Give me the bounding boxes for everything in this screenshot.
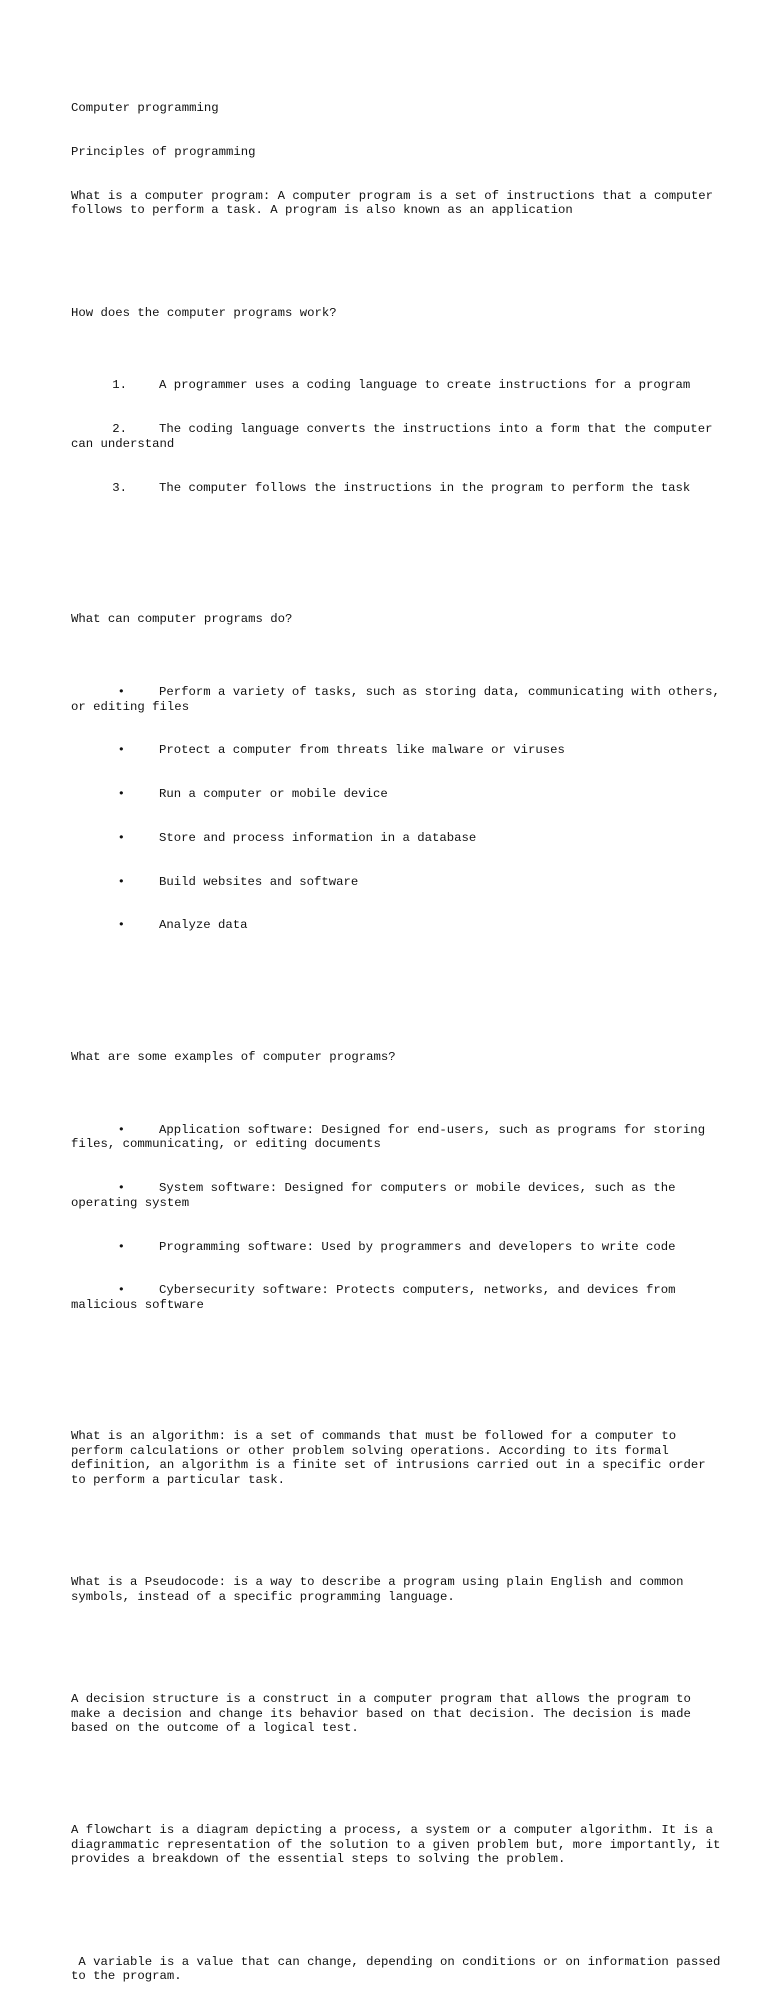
- list-item: [71, 918, 721, 933]
- list-item-text: Perform a variety of tasks, such as storing data, communicating with others, or editing files: [71, 684, 728, 714]
- list-item: [71, 1283, 721, 1312]
- list-item-text: Build websites and software: [159, 874, 359, 889]
- bullet-icon: •: [117, 918, 125, 933]
- list-item: [71, 1123, 721, 1152]
- examples-list: [71, 1094, 721, 1342]
- how-heading: How does the computer programs work?: [71, 305, 337, 320]
- list-item: [71, 875, 721, 890]
- list-number: 3.: [112, 480, 127, 495]
- list-number: 1.: [112, 378, 127, 393]
- bullet-icon: •: [117, 1283, 125, 1298]
- list-item: [71, 481, 721, 496]
- list-number: 2.: [112, 422, 127, 437]
- bullet-icon: •: [117, 1122, 125, 1137]
- list-item: [71, 1240, 721, 1255]
- spacer: [71, 1371, 721, 1386]
- variable-paragraph: A variable is a value that can change, depending on conditions or on information passed to the program.: [71, 1954, 728, 1984]
- list-item-text: Application software: Designed for end-users, such as programs for storing files, communicating, or editing documents: [71, 1122, 713, 1152]
- spacer: [71, 1896, 721, 1911]
- list-item-text: Protect a computer from threats like malware or viruses: [159, 743, 565, 758]
- spacer: [71, 991, 721, 1006]
- intro-paragraph: What is a computer program: A computer program is a set of instructions that a computer follows to perform a task. A program is also known as an application: [71, 188, 721, 218]
- list-item: [71, 684, 728, 714]
- document-page: [71, 72, 728, 1998]
- list-item-text: Store and process information in a database: [159, 830, 477, 845]
- list-item: [71, 831, 721, 846]
- bullet-icon: •: [117, 684, 125, 699]
- can-heading: What can computer programs do?: [71, 611, 293, 626]
- list-item-text: Programming software: Used by programmers and developers to write code: [159, 1239, 676, 1254]
- list-item-text: Run a computer or mobile device: [159, 787, 388, 802]
- doc-subtitle: Principles of programming: [71, 144, 256, 159]
- list-item-text: System software: Designed for computers or mobile devices, such as the operating system: [71, 1181, 683, 1210]
- list-item-text: Analyze data: [159, 918, 248, 933]
- algorithm-paragraph: What is an algorithm: is a set of commands that must be followed for a computer to perform calculations or other problem solving operations. According to its formal definition, an algorithm is a finite set of intrusions carried out in a specific order to perform a particular task.: [71, 1429, 714, 1487]
- bullet-icon: •: [117, 1239, 125, 1254]
- spacer: [71, 1765, 721, 1780]
- list-item: [71, 378, 721, 393]
- list-item: [71, 1181, 721, 1210]
- bullet-icon: •: [117, 1181, 125, 1196]
- spacer: [71, 1517, 721, 1532]
- list-item-text: A programmer uses a coding language to create instructions for a program: [159, 378, 691, 393]
- spacer: [71, 247, 721, 262]
- bullet-icon: •: [117, 830, 125, 845]
- list-item: [71, 422, 721, 451]
- list-item-text: The computer follows the instructions in the program to perform the task: [159, 480, 691, 495]
- list-item-text: Cybersecurity software: Protects computers, networks, and devices from malicious software: [71, 1283, 683, 1312]
- list-item: [71, 787, 721, 802]
- bullet-icon: •: [117, 787, 125, 802]
- decision-paragraph: A decision structure is a construct in a computer program that allows the program to make a decision and change its behavior based on that decision. The decision is made based on the outcome of a logical test.: [71, 1691, 699, 1736]
- how-list: [71, 349, 721, 524]
- spacer: [71, 1634, 721, 1649]
- list-item: [71, 743, 721, 758]
- spacer: [71, 554, 721, 569]
- pseudocode-paragraph: What is a Pseudocode: is a way to describe a program using plain English and common symbols, instead of a specific programming language.: [71, 1575, 691, 1604]
- bullet-icon: •: [117, 874, 125, 889]
- list-item-text: The coding language converts the instructions into a form that the computer can understand: [71, 422, 720, 451]
- bullet-icon: •: [117, 743, 125, 758]
- flowchart-paragraph: A flowchart is a diagram depicting a process, a system or a computer algorithm. It is a diagrammatic representation of the solution to a given problem but, more importantly, it provides a breakdown of the essential steps to solving the problem.: [71, 1823, 728, 1867]
- can-list: [71, 656, 728, 962]
- doc-title: Computer programming: [71, 101, 219, 116]
- examples-heading: What are some examples of computer programs?: [71, 1049, 396, 1064]
